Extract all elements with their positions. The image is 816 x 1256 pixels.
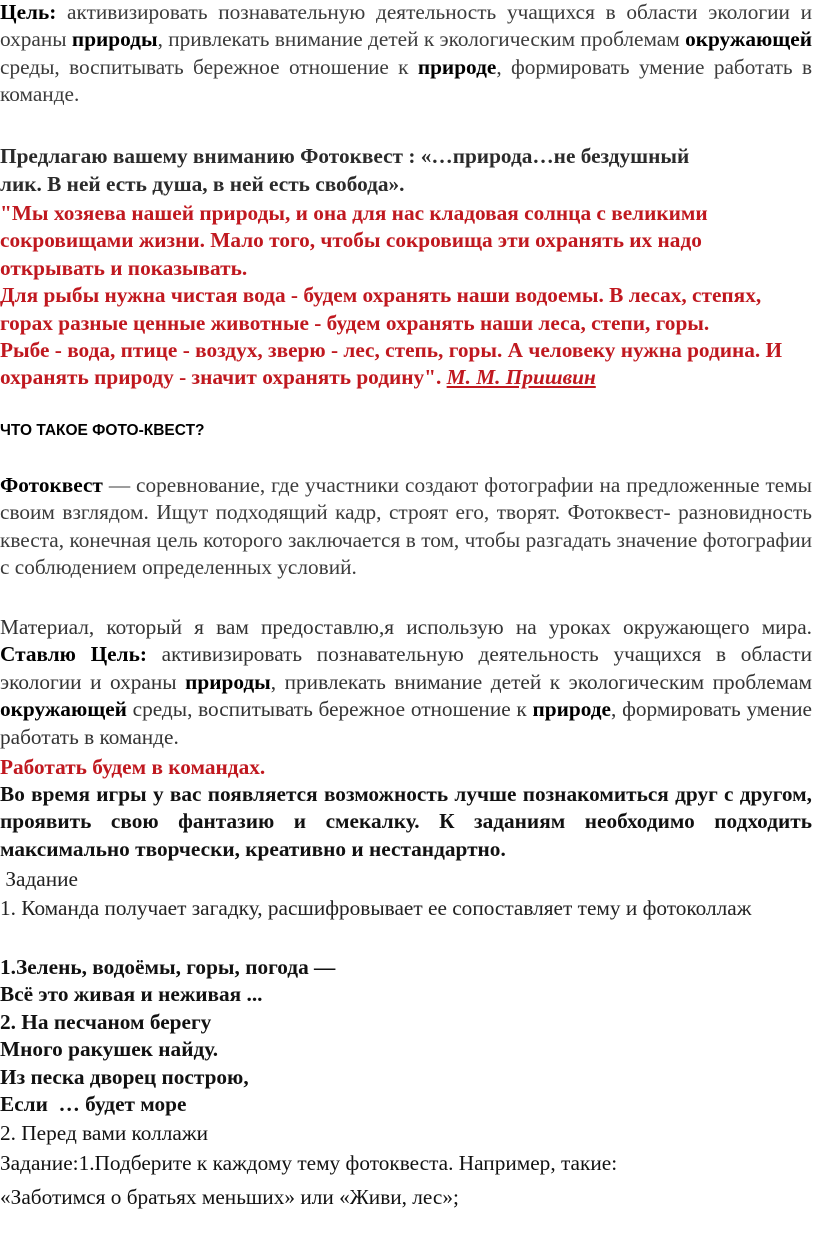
quote-block xyxy=(0,200,812,392)
quote-paragraph-2: Для рыбы нужна чистая вода - будем охранять наши водоемы. В лесах, степях, горах разные ценные животные - будем охранять наши леса, степи, горы. xyxy=(0,283,762,335)
goal-word-nature: природы xyxy=(71,27,158,52)
intro-text-1: Предлагаю вашему вниманию Фотоквест : «…природа…не бездушный xyxy=(0,144,690,168)
teams-line: Работать будем в командах. xyxy=(0,755,266,779)
task-2-detail: Задание:1.Подберите к каждому тему фотоквеста. Например, такие: xyxy=(0,1151,618,1175)
material-text-4: среды, воспитывать бережное отношение к xyxy=(126,697,533,722)
goal-text-1: активизировать познавательную деятельность учащихся в области экологии и охраны xyxy=(0,0,812,52)
material-goal-label: Ставлю Цель: xyxy=(0,642,147,667)
material-word-environment: окружающей xyxy=(0,697,127,722)
goal-text-4: , формировать умение работать в команде. xyxy=(0,54,813,107)
task-2: 2. Перед вами коллажи xyxy=(0,1121,208,1145)
game-paragraph: Во время игры у вас появляется возможность лучше познакомиться друг с другом, проявить свою фантазию и смекалку. К заданиям необходимо подходить максимально творчески, креативно и нестандартно. xyxy=(0,782,812,861)
goal-text-2: , привлекать внимание детей к экологическим проблемам xyxy=(157,27,686,52)
section-heading: ЧТО ТАКОЕ ФОТО-КВЕСТ? xyxy=(0,422,205,439)
task-1: 1. Команда получает загадку, расшифровывает ее сопоставляет тему и фотоколлаж xyxy=(0,896,752,920)
material-text-2: активизировать познавательную деятельность учащихся в области экологии и охраны xyxy=(0,642,812,694)
examples-line: «Заботимся о братьях меньших» или «Живи, лес»; xyxy=(0,1185,459,1209)
quote-paragraph-3 xyxy=(0,337,812,392)
riddle-line: Много ракушек найду. xyxy=(0,1037,219,1062)
goal-label: Цель: xyxy=(0,0,57,24)
definition-term: Фотоквест xyxy=(0,473,103,497)
material-paragraph xyxy=(0,614,812,751)
intro-line-2 xyxy=(0,171,812,198)
material-text-1: Материал, который я вам предоставлю,я использую на уроках окружающего мира. xyxy=(0,615,812,639)
goal-text-3: среды, воспитывать бережное отношение к xyxy=(0,54,418,79)
riddle-line: 1.Зелень, водоёмы, горы, погода — xyxy=(0,955,336,979)
goal-word-environment: окружающей xyxy=(685,27,812,52)
riddle-line: Если … будет море xyxy=(0,1092,187,1117)
riddles-list xyxy=(0,954,812,1118)
quote-paragraph-1: "Мы хозяева нашей природы, и она для нас кладовая солнца с великими сокровищами жизни. Мало того, чтобы сокровища эти охранять их надо открывать и показывать. xyxy=(0,201,708,280)
goal-word-nature-2: природе xyxy=(417,54,497,79)
goal-paragraph xyxy=(0,0,812,109)
quote-author: М. М. Пришвин xyxy=(446,365,596,390)
riddle-line: 2. На песчаном берегу xyxy=(0,1009,212,1034)
material-text-5: , формировать умение работать в команде. xyxy=(0,697,812,749)
material-text-3: , привлекать внимание детей к экологическим проблемам xyxy=(270,669,813,694)
intro-line-1 xyxy=(0,143,812,170)
riddle-line: Всё это живая и неживая ... xyxy=(0,982,263,1007)
task-title: Задание xyxy=(0,867,78,891)
definition-paragraph xyxy=(0,472,812,582)
material-word-nature-2: природе xyxy=(532,697,611,722)
riddle-line: Из песка дворец построю, xyxy=(0,1064,249,1089)
quote-text-3: Рыбе - вода, птице - воздух, зверю - лес, степь, горы. А человеку нужна родина. И охранять природу - значит охранять родину". xyxy=(0,338,783,390)
definition-text: — соревнование, где участники создают фотографии на предложенные темы своим взглядом. Ищут подходящий кадр, строят его, творят. Фотоквест- разновидность квеста, конечная цель которого заключается в том, чтобы разгадать значение фотографии с соблюдением определенных условий. xyxy=(0,473,812,580)
material-word-nature: природы xyxy=(185,669,271,694)
intro-text-2: лик. В ней есть душа, в ней есть свобода». xyxy=(0,172,405,196)
